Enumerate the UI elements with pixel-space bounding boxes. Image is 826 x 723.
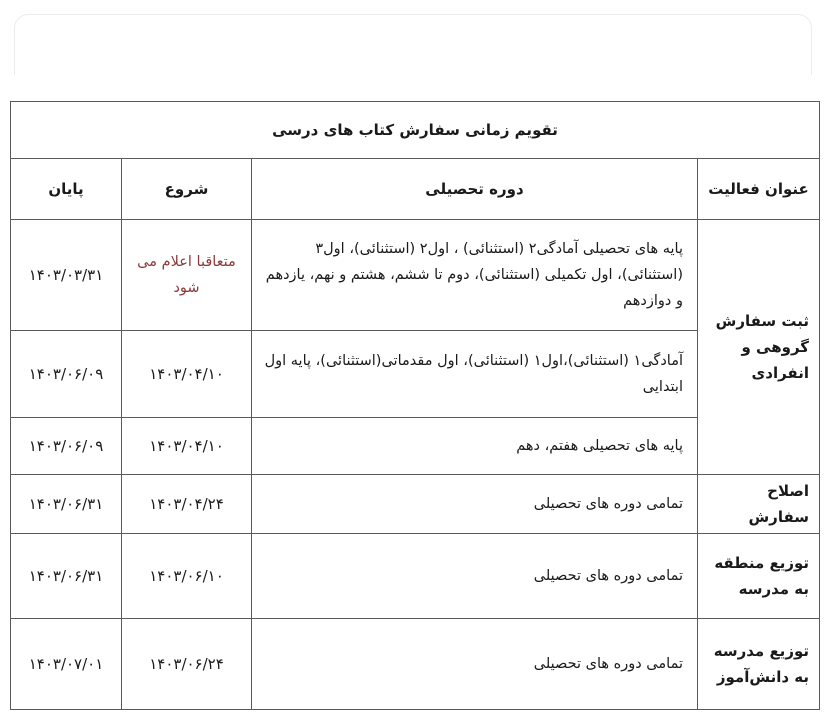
start-date-cell: ۱۴۰۳/۰۴/۲۴: [122, 475, 252, 534]
header-end: پایان: [11, 159, 122, 220]
end-date-cell: ۱۴۰۳/۰۷/۰۱: [11, 619, 122, 710]
header-start: شروع: [122, 159, 252, 220]
table-row: [11, 220, 820, 331]
end-date-cell: ۱۴۰۳/۰۶/۳۱: [11, 475, 122, 534]
book-order-calendar-table: [10, 101, 820, 710]
table-row: [11, 534, 820, 619]
start-date-cell: ۱۴۰۳/۰۶/۱۰: [122, 534, 252, 619]
header-activity: عنوان فعالیت: [698, 159, 820, 220]
period-cell: پایه های تحصیلی آمادگی۲ (استثنائی) ، اول۲ (استثنائی)، اول۳ (استثنائی)، اول تکمیلی (استثنائی)، دوم تا ششم، هشتم و نهم، یازدهم و دوازدهم: [252, 220, 698, 331]
end-date-cell: ۱۴۰۳/۰۳/۳۱: [11, 220, 122, 331]
table-row: [11, 619, 820, 710]
period-cell: تمامی دوره های تحصیلی: [252, 534, 698, 619]
end-date-cell: ۱۴۰۳/۰۶/۳۱: [11, 534, 122, 619]
start-date-cell: ۱۴۰۳/۰۴/۱۰: [122, 331, 252, 418]
start-date-cell: ۱۴۰۳/۰۴/۱۰: [122, 418, 252, 475]
activity-cell: ثبت سفارش گروهی و انفرادی: [698, 220, 820, 475]
table-row: [11, 475, 820, 534]
table-header-row: [11, 159, 820, 220]
period-cell: تمامی دوره های تحصیلی: [252, 475, 698, 534]
period-cell: پایه های تحصیلی هفتم، دهم: [252, 418, 698, 475]
table-title-row: [11, 102, 820, 159]
card-top-frame: [14, 14, 812, 75]
end-date-cell: ۱۴۰۳/۰۶/۰۹: [11, 331, 122, 418]
period-cell: تمامی دوره های تحصیلی: [252, 619, 698, 710]
activity-cell: اصلاح سفارش: [698, 475, 820, 534]
activity-cell: توزیع مدرسه به دانش‌آموز: [698, 619, 820, 710]
end-date-cell: ۱۴۰۳/۰۶/۰۹: [11, 418, 122, 475]
period-cell: آمادگی۱ (استثنائی)،اول۱ (استثنائی)، اول مقدماتی(استثنائی)، پایه اول ابتدایی: [252, 331, 698, 418]
table-title: تقویم زمانی سفارش کتاب های درسی: [11, 102, 820, 159]
start-date-cell: ۱۴۰۳/۰۶/۲۴: [122, 619, 252, 710]
activity-cell: توزیع منطقه به مدرسه: [698, 534, 820, 619]
header-period: دوره تحصیلی: [252, 159, 698, 220]
start-date-notice: متعاقبا اعلام می شود: [122, 220, 252, 331]
